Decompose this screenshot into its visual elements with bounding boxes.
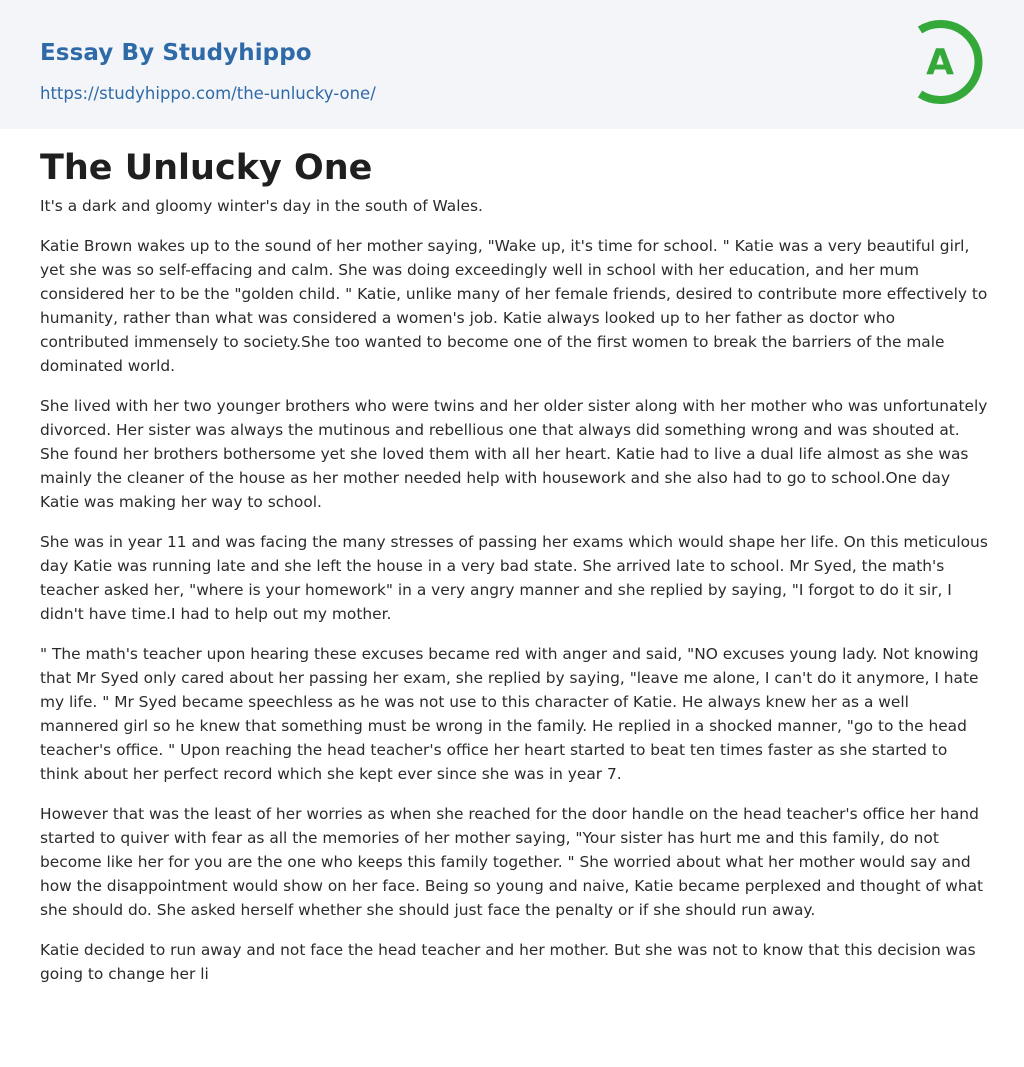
essay-paragraph: Katie Brown wakes up to the sound of her mother saying, "Wake up, it's time for school. " Katie was a very beautiful girl, yet she was so self-effacing and calm. She was doing exceedingly well in school with her education, and her mum considered her to be the "golden child. " Katie, unlike many of her female friends, desired to contribute more effectively to humanity, rather than what was considered a women's job. Katie always looked up to her father as doctor who contributed immensely to society.She too wanted to become one of the first women to break the barriers of the male dominated world. bbox=[40, 237, 988, 375]
studyhippo-a-logo-icon[interactable] bbox=[904, 16, 988, 108]
essay-paragraph: " The math's teacher upon hearing these excuses became red with anger and said, "NO excuses young lady. Not knowing that Mr Syed only cared about her passing her exam, she replied by saying, "leave me alone, I can't do it anymore, I hate my life. " Mr Syed became speechless as he was not use to this character of Katie. He always knew her as a well mannered girl so he knew that something must be wrong in the family. He replied in a shocked manner, "go to the head teacher's office. " Upon reaching the head teacher's office her heart started to beat ten times faster as she started to think about her perfect record which she kept ever since she was in year 7. bbox=[40, 645, 979, 783]
essay-paragraph: She was in year 11 and was facing the many stresses of passing her exams which would shape her life. On this meticulous day Katie was running late and she left the house in a very bad state. She arrived late to school. Mr Syed, the math's teacher asked her, "where is your homework" in a very angry manner and she replied by saying, "I forgot to do it sir, I didn't have time.I had to help out my mother. bbox=[40, 533, 988, 623]
essay-paragraph: However that was the least of her worries as when she reached for the door handle on the head teacher's office her hand started to quiver with fear as all the memories of her mother saying, "Your sister has hurt me and this family, do not become like her for you are the one who keeps this family together. " She worried about what her mother would say and how the disappointment would show on her face. Being so young and naive, Katie became perplexed and thought of what she should do. She asked herself whether she should just face the penalty or if she should run away. bbox=[40, 805, 984, 919]
logo-letter: A bbox=[926, 42, 954, 83]
page-url-link[interactable]: https://studyhippo.com/the-unlucky-one/ bbox=[40, 84, 376, 103]
brand-title: Essay By Studyhippo bbox=[40, 40, 312, 66]
essay-paragraph: It's a dark and gloomy winter's day in the south of Wales. bbox=[40, 197, 483, 215]
essay-paragraph: Katie decided to run away and not face the head teacher and her mother. But she was not to know that this decision was going to change her li bbox=[40, 941, 976, 983]
page-title: The Unlucky One bbox=[40, 148, 373, 188]
essay-paragraph: She lived with her two younger brothers who were twins and her older sister along with her mother who was unfortunately divorced. Her sister was always the mutinous and rebellious one that always did something wrong and was shouted at. She found her brothers bothersome yet she loved them with all her heart. Katie had to live a dual life almost as she was mainly the cleaner of the house as her mother needed help with housework and she also had to go to school.One day Katie was making her way to school. bbox=[40, 397, 988, 511]
essay-body bbox=[40, 194, 988, 1002]
